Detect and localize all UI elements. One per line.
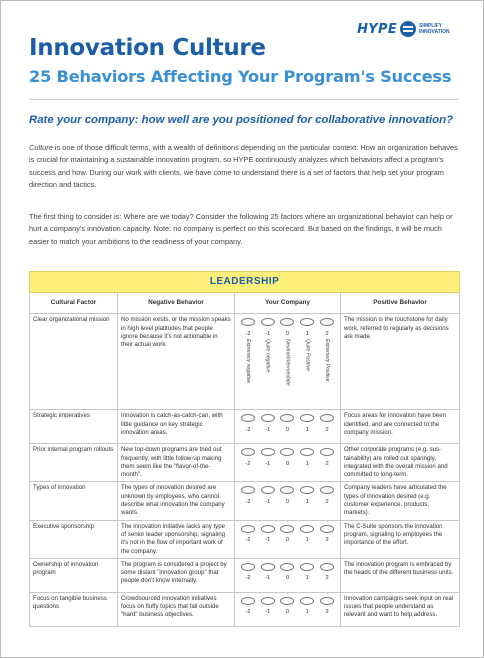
col-header-positive: Positive Behavior: [341, 293, 460, 314]
cultural-factor-cell: Strategic imperatives: [30, 410, 118, 444]
rating-radio[interactable]: [320, 563, 334, 571]
rating-value-label: 2: [325, 536, 329, 543]
rating-radio[interactable]: [261, 563, 275, 571]
rating-radio[interactable]: [241, 563, 255, 571]
rating-radio[interactable]: [241, 597, 255, 605]
negative-behavior-cell: Innovation is catch-as-catch-can, with little guidance on key strategic innovation areas.: [118, 410, 235, 444]
table-row: [30, 314, 460, 410]
rating-value-label: -1: [265, 330, 271, 337]
your-company-rating-cell: [235, 482, 341, 520]
rating-radio[interactable]: [280, 318, 294, 326]
rating-radio[interactable]: [320, 525, 334, 533]
table-row: [30, 410, 460, 444]
rating-radio[interactable]: [280, 486, 294, 494]
rating-value-label: 0: [285, 536, 290, 543]
intro-paragraph-1: [29, 142, 461, 192]
rating-value-label: 2: [325, 609, 329, 616]
rating-value-label: 1: [305, 426, 309, 433]
negative-behavior-cell: No mission exists, or the mission speaks in high level platitudes that people ignore because it's not actionable in their actual work.: [118, 314, 235, 410]
table-body: [30, 314, 460, 627]
rating-radio[interactable]: [300, 563, 314, 571]
table-row: [30, 520, 460, 558]
rating-value-label: 0: [285, 609, 290, 616]
your-company-rating-cell: [235, 444, 341, 482]
rating-value-label: -1: [265, 460, 271, 467]
rating-radio[interactable]: [261, 448, 275, 456]
your-company-rating-cell: [235, 558, 341, 592]
cultural-factor-cell: Types of innovation: [30, 482, 118, 520]
rating-value-label: -2: [245, 498, 251, 505]
rating-radio[interactable]: [320, 414, 334, 422]
rating-radio[interactable]: [241, 414, 255, 422]
negative-behavior-cell: The program is considered a project by some distant "innovation group" that people don't know internally.: [118, 558, 235, 592]
cultural-factor-cell: Ownership of innovation program: [30, 558, 118, 592]
scale-label: Extremely Positive: [324, 338, 331, 382]
negative-behavior-cell: The types of innovation desired are unknown by employees, who cannot describe what innovation the company wants.: [118, 482, 235, 520]
logo-icon: [400, 21, 416, 37]
rating-radio[interactable]: [261, 597, 275, 605]
negative-behavior-cell: New top-down programs are tried out frequently, with little follow-up making them seem like the "flavor-of-the-month".: [118, 444, 235, 482]
rating-value-label: 1: [305, 609, 309, 616]
hype-logo: [357, 21, 459, 37]
rating-value-label: 0: [285, 498, 290, 505]
rating-radio[interactable]: [320, 318, 334, 326]
intro-paragraph-1-text: is one of those difficult terms, with a wealth of definitions depending on the particular context. How an organization behaves is crucial for maintaining a sustainable innovation program, so HYPE continuously analyzes which behaviors affect a program's success and how. During our work with clients, we have come to understand there is a set of factors that help set your program direction and tactics.: [29, 143, 458, 190]
rating-value-label: -1: [265, 536, 271, 543]
rating-radio[interactable]: [241, 318, 255, 326]
positive-behavior-cell: Focus areas for innovation have been identified, and are connected to the company mission.: [341, 410, 460, 444]
positive-behavior-cell: The innovation program is embraced by the heads of the different business units.: [341, 558, 460, 592]
cultural-factor-cell: Clear organizational mission: [30, 314, 118, 410]
table-row: [30, 482, 460, 520]
rating-radio[interactable]: [261, 318, 275, 326]
your-company-rating-cell: [235, 592, 341, 626]
col-header-negative: Negative Behavior: [118, 293, 235, 314]
rating-radio[interactable]: [320, 486, 334, 494]
table-row: [30, 592, 460, 626]
negative-behavior-cell: Crowdsourced innovation initiatives focus on fluffy topics that fall outside "hard" business objectives.: [118, 592, 235, 626]
scale-label: Quite negative: [264, 338, 271, 373]
scorecard-table: [29, 271, 460, 627]
rating-radio[interactable]: [300, 597, 314, 605]
rating-radio[interactable]: [300, 448, 314, 456]
rating-radio[interactable]: [241, 486, 255, 494]
scale-label: Neutral/intermediate: [284, 338, 291, 386]
rating-value-label: 0: [285, 575, 290, 582]
rating-radio[interactable]: [300, 414, 314, 422]
scale-label: Quite Positive: [304, 338, 311, 371]
rating-value-label: -2: [245, 609, 251, 616]
culture-term: Culture: [29, 143, 53, 152]
rating-radio[interactable]: [300, 318, 314, 326]
rating-radio[interactable]: [261, 525, 275, 533]
page-title: Innovation Culture: [29, 35, 266, 61]
intro-paragraph-2: The first thing to consider is: Where are we today? Consider the following 25 factors where an organizational behavior can help or hurt a company's innovation capacity. Note: no company is perfect on this scorecard. But based on the findings, it will be much easier to match your ambitions to the readiness of your company.: [29, 212, 453, 246]
your-company-rating-cell: [235, 520, 341, 558]
your-company-rating-cell: [235, 314, 341, 410]
rating-value-label: 0: [285, 330, 290, 337]
col-header-company: Your Company: [235, 293, 341, 314]
rating-radio[interactable]: [280, 563, 294, 571]
your-company-rating-cell: [235, 410, 341, 444]
section-title: LEADERSHIP: [30, 272, 460, 293]
logo-tagline: SIMPLIFY INNOVATION: [419, 23, 450, 35]
rating-value-label: 1: [305, 330, 309, 337]
rating-radio[interactable]: [241, 525, 255, 533]
page-subtitle: 25 Behaviors Affecting Your Program's Success: [29, 67, 452, 86]
table-row: [30, 444, 460, 482]
rating-value-label: 2: [325, 426, 329, 433]
table-row: [30, 558, 460, 592]
rating-value-label: 1: [305, 460, 309, 467]
positive-behavior-cell: Other corporate programs (e.g. sus-tainability) are rolled out sparingly, integrated with the overall mission and committed to long-term.: [341, 444, 460, 482]
rating-value-label: -2: [245, 426, 251, 433]
rating-radio[interactable]: [241, 448, 255, 456]
col-header-factor: Cultural Factor: [30, 293, 118, 314]
rating-value-label: -2: [245, 536, 251, 543]
rating-radio[interactable]: [320, 448, 334, 456]
positive-behavior-cell: Innovation campaigns seek input on real issues that people understand as relevant and want to help address.: [341, 592, 460, 626]
rating-value-label: -1: [265, 609, 271, 616]
cultural-factor-cell: Focus on tangible business questions: [30, 592, 118, 626]
rating-value-label: 2: [325, 575, 329, 582]
negative-behavior-cell: The innovation initiative lacks any type of senior leader sponsorship, signaling it's not in the flow of important work of the company.: [118, 520, 235, 558]
rating-radio[interactable]: [280, 597, 294, 605]
rating-value-label: -1: [265, 498, 271, 505]
rating-value-label: 2: [325, 498, 329, 505]
cultural-factor-cell: Executive sponsorship: [30, 520, 118, 558]
logo-wordmark: HYPE: [357, 21, 397, 37]
rating-value-label: -1: [265, 426, 271, 433]
rating-value-label: 0: [285, 460, 290, 467]
rating-value-label: -1: [265, 575, 271, 582]
rating-radio[interactable]: [280, 525, 294, 533]
rating-radio[interactable]: [320, 597, 334, 605]
positive-behavior-cell: The mission is the touchstone for daily work, referred to regularly as decisions are made.: [341, 314, 460, 410]
rating-value-label: 0: [285, 426, 290, 433]
rating-value-label: 2: [325, 460, 329, 467]
rating-radio[interactable]: [261, 486, 275, 494]
rating-radio[interactable]: [261, 414, 275, 422]
rating-value-label: -2: [245, 575, 251, 582]
rating-value-label: 2: [325, 330, 329, 337]
rating-value-label: 1: [305, 575, 309, 582]
divider: [29, 99, 459, 100]
rating-question: Rate your company: how well are you positioned for collaborative innovation?: [29, 114, 454, 126]
rating-value-label: -2: [245, 330, 251, 337]
cultural-factor-cell: Prior internal program rollouts: [30, 444, 118, 482]
rating-value-label: -2: [245, 460, 251, 467]
positive-behavior-cell: The C-Suite sponsors the innovation program, signaling to employees the importance of the effort.: [341, 520, 460, 558]
scale-label: Extremely negative: [244, 338, 251, 383]
positive-behavior-cell: Company leaders have articulated the types of innovation desired (e.g. customer experience, products, markets).: [341, 482, 460, 520]
rating-radio[interactable]: [280, 448, 294, 456]
rating-value-label: 1: [305, 536, 309, 543]
rating-radio[interactable]: [300, 486, 314, 494]
rating-radio[interactable]: [280, 414, 294, 422]
rating-radio[interactable]: [300, 525, 314, 533]
rating-value-label: 1: [305, 498, 309, 505]
